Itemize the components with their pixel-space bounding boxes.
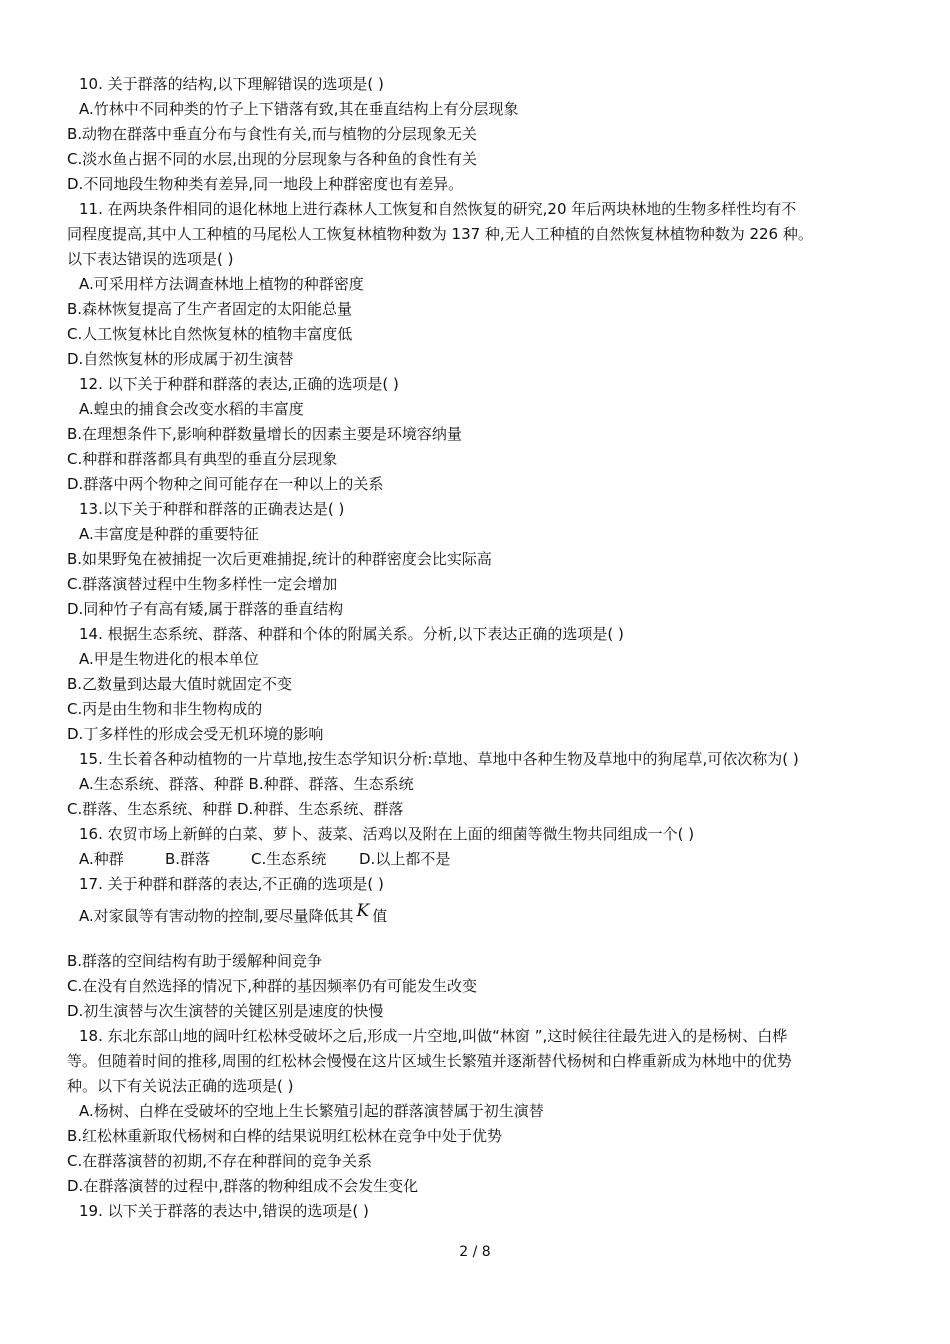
question-10-option-d: D.不同地段生物种类有差异,同一地段上种群密度也有差异。 <box>67 175 464 193</box>
question-15-options-cd: C.群落、生态系统、种群 D.种群、生态系统、群落 <box>67 800 404 818</box>
question-16-option-b: B.群落 <box>165 850 211 868</box>
question-18-stem-line2: 等。但随着时间的推移,周围的红松林会慢慢在这片区域生长繁殖并逐渐替代杨树和白桦重新成为林地中的优势 <box>67 1052 792 1070</box>
question-11-stem-line1: 11. 在两块条件相同的退化林地上进行森林人工恢复和自然恢复的研究,20 年后两块林地的生物多样性均有不 <box>79 200 797 218</box>
question-18-stem-line3: 种。以下有关说法正确的选项是( ) <box>67 1077 294 1095</box>
question-17-option-a <box>79 897 909 935</box>
question-11-stem-line3: 以下表达错误的选项是( ) <box>67 250 234 268</box>
question-10-option-c: C.淡水鱼占据不同的水层,出现的分层现象与各种鱼的食性有关 <box>67 150 478 168</box>
question-12-option-d: D.群落中两个物种之间可能存在一种以上的关系 <box>67 475 384 493</box>
question-11-option-b: B.森林恢复提高了生产者固定的太阳能总量 <box>67 300 353 318</box>
question-16-options <box>79 847 909 872</box>
question-13-option-d: D.同种竹子有高有矮,属于群落的垂直结构 <box>67 600 344 618</box>
question-12-option-a: A.蝗虫的捕食会改变水稻的丰富度 <box>79 400 304 418</box>
k-value-symbol: K <box>356 901 370 921</box>
question-12-option-c: C.种群和群落都具有典型的垂直分层现象 <box>67 450 338 468</box>
question-19-stem: 19. 以下关于群落的表达中,错误的选项是( ) <box>79 1202 369 1220</box>
question-16-option-c: C.生态系统 <box>251 850 327 868</box>
question-17-option-c: C.在没有自然选择的情况下,种群的基因频率仍有可能发生改变 <box>67 977 478 995</box>
question-18-option-d: D.在群落演替的过程中,群落的物种组成不会发生变化 <box>67 1177 419 1195</box>
question-15-options-ab: A.生态系统、群落、种群 B.种群、群落、生态系统 <box>79 775 414 793</box>
question-11-option-d: D.自然恢复林的形成属于初生演替 <box>67 350 294 368</box>
question-11-option-a: A.可采用样方法调查林地上植物的种群密度 <box>79 275 364 293</box>
question-18-option-c: C.在群落演替的初期,不存在种群间的竞争关系 <box>67 1152 373 1170</box>
question-11-option-c: C.人工恢复林比自然恢复林的植物丰富度低 <box>67 325 353 343</box>
question-15-stem: 15. 生长着各种动植物的一片草地,按生态学知识分析:草地、草地中各种生物及草地中的狗尾草,可依次称为( ) <box>79 750 799 768</box>
question-14-option-c: C.丙是由生物和非生物构成的 <box>67 700 263 718</box>
question-17-stem: 17. 关于种群和群落的表达,不正确的选项是( ) <box>79 875 384 893</box>
question-18-stem-line1: 18. 东北东部山地的阔叶红松林受破坏之后,形成一片空地,叫做“林窗 ”,这时候往往最先进入的是杨树、白桦 <box>79 1027 788 1045</box>
question-17-option-b: B.群落的空间结构有助于缓解种间竞争 <box>67 952 323 970</box>
question-13-option-a: A.丰富度是种群的重要特征 <box>79 525 259 543</box>
question-14-option-d: D.丁多样性的形成会受无机环境的影响 <box>67 725 324 743</box>
question-13-option-c: C.群落演替过程中生物多样性一定会增加 <box>67 575 338 593</box>
question-11-stem-line2: 同程度提高,其中人工种植的马尾松人工恢复林植物种数为 137 种,无人工种植的自然恢复林植物种数为 226 种。 <box>67 225 813 243</box>
question-16-option-d: D.以上都不是 <box>359 850 451 868</box>
question-14-stem: 14. 根据生态系统、群落、种群和个体的附属关系。分析,以下表达正确的选项是( ) <box>79 625 624 643</box>
question-10-option-a: A.竹林中不同种类的竹子上下错落有致,其在垂直结构上有分层现象 <box>79 100 519 118</box>
page-number: 2 / 8 <box>459 1244 491 1260</box>
question-16-option-a: A.种群 <box>79 850 124 868</box>
question-13-option-b: B.如果野兔在被捕捉一次后更难捕捉,统计的种群密度会比实际高 <box>67 550 492 568</box>
question-18-option-a: A.杨树、白桦在受破坏的空地上生长繁殖引起的群落演替属于初生演替 <box>79 1102 544 1120</box>
question-18-option-b: B.红松林重新取代杨树和白桦的结果说明红松林在竞争中处于优势 <box>67 1127 503 1145</box>
question-17-option-a-suffix: 值 <box>372 907 388 925</box>
question-10-option-b: B.动物在群落中垂直分布与食性有关,而与植物的分层现象无关 <box>67 125 477 143</box>
question-10-stem: 10. 关于群落的结构,以下理解错误的选项是( ) <box>79 75 384 93</box>
document-page <box>0 72 950 1224</box>
question-12-stem: 12. 以下关于种群和群落的表达,正确的选项是( ) <box>79 375 399 393</box>
question-12-option-b: B.在理想条件下,影响种群数量增长的因素主要是环境容纳量 <box>67 425 462 443</box>
question-14-option-b: B.乙数量到达最大值时就固定不变 <box>67 675 293 693</box>
question-17-option-d: D.初生演替与次生演替的关键区别是速度的快慢 <box>67 1002 384 1020</box>
question-14-option-a: A.甲是生物进化的根本单位 <box>79 650 259 668</box>
question-17-option-a-text: A.对家鼠等有害动物的控制,要尽量降低其 <box>79 907 354 925</box>
question-16-stem: 16. 农贸市场上新鲜的白菜、萝卜、菠菜、活鸡以及附在上面的细菌等微生物共同组成一个( ) <box>79 825 695 843</box>
question-13-stem: 13.以下关于种群和群落的正确表达是( ) <box>79 500 345 518</box>
